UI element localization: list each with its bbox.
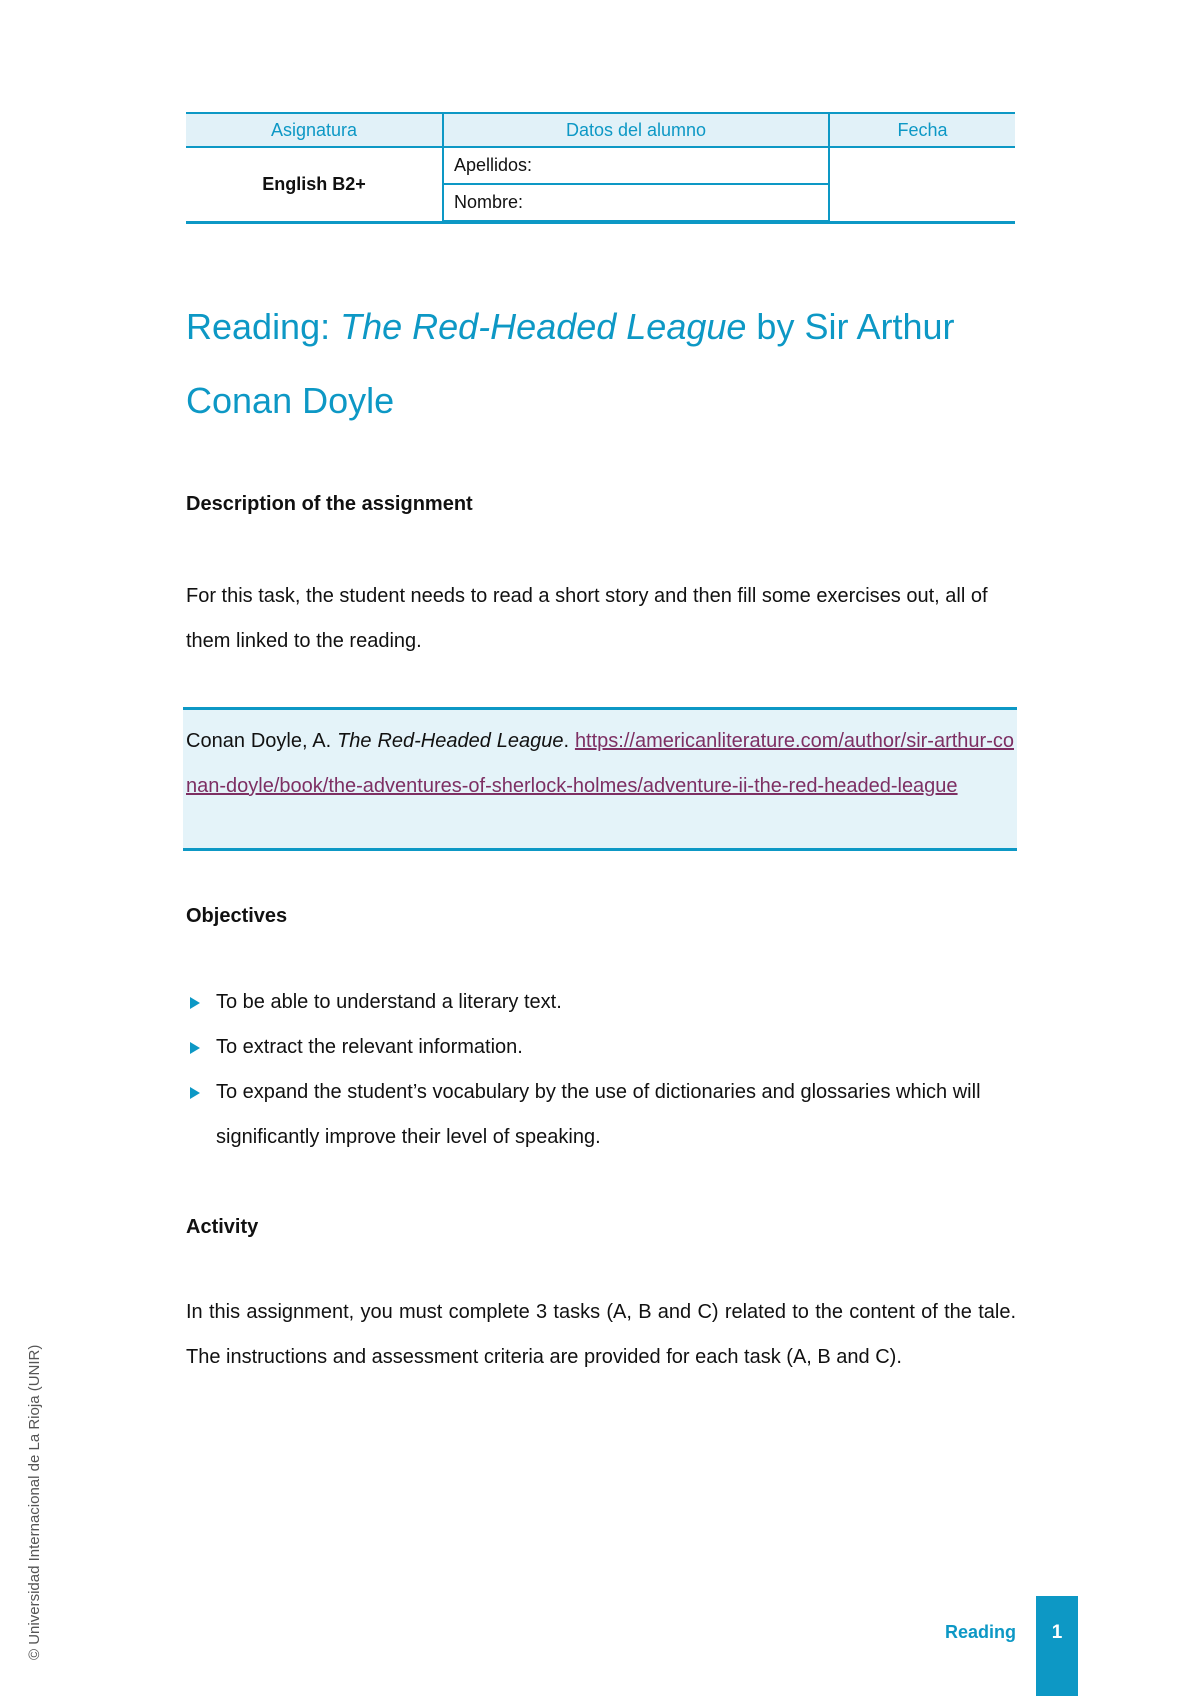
date-field[interactable] [829,147,1015,222]
triangle-bullet-icon [190,1087,200,1099]
objectives-heading: Objectives [186,905,288,927]
footer-section-label: Reading [944,1622,1016,1642]
copyright-notice: © Universidad Internacional de La Rioja (UNIR) [26,1344,43,1660]
objective-text: To be able to understand a literary text. [216,991,562,1013]
subject-column-header: Asignatura [186,113,443,147]
objective-text: To extract the relevant information. [216,1036,523,1058]
subject-cell: English B2+ [262,174,366,195]
student-info-table [186,112,1015,223]
activity-heading: Activity [186,1216,259,1238]
reference-author: Conan Doyle, A. [186,730,338,752]
page-number: 1 [1036,1596,1078,1696]
page-title [186,290,1016,438]
table-row [186,147,1015,184]
title-work: The Red-Headed League [340,306,747,347]
triangle-bullet-icon [190,1042,200,1054]
table-header-row [186,113,1015,147]
description-text: For this task, the student needs to read a short story and then fill some exercises out, all of them linked to the reading. [186,585,988,652]
reference-box [183,707,1017,851]
reference-work: The Red-Headed League [337,730,564,752]
list-item [186,980,1016,1025]
student-column-header: Datos del alumno [443,113,829,147]
reference-citation [186,719,1014,809]
objective-text: To expand the student’s vocabulary by the use of dictionaries and glossaries which will significantly improve their level of speaking. [216,1081,981,1148]
activity-text: In this assignment, you must complete 3 tasks (A, B and C) related to the content of the tale. The instructions and assessment criteria are provided for each task (A, B and C). [186,1301,1016,1368]
date-column-header: Fecha [829,113,1015,147]
objectives-list [186,980,1016,1160]
triangle-bullet-icon [190,997,200,1009]
description-heading: Description of the assignment [186,493,473,515]
list-item [186,1070,1016,1160]
title-suffix: by Sir Arthur Conan Doyle [186,306,955,421]
list-item [186,1025,1016,1070]
reference-link[interactable]: https://americanliterature.com/author/sir-arthur-conan-doyle/book/the-adventures-of-sherlock-holmes/adventure-ii-the-red-headed-league [186,730,1014,797]
reference-separator: . [563,730,575,752]
table-bottom-rule [186,221,1015,224]
name-field[interactable]: Nombre: [443,184,829,222]
title-prefix: Reading: [186,306,341,347]
surname-field[interactable]: Apellidos: [443,147,829,184]
